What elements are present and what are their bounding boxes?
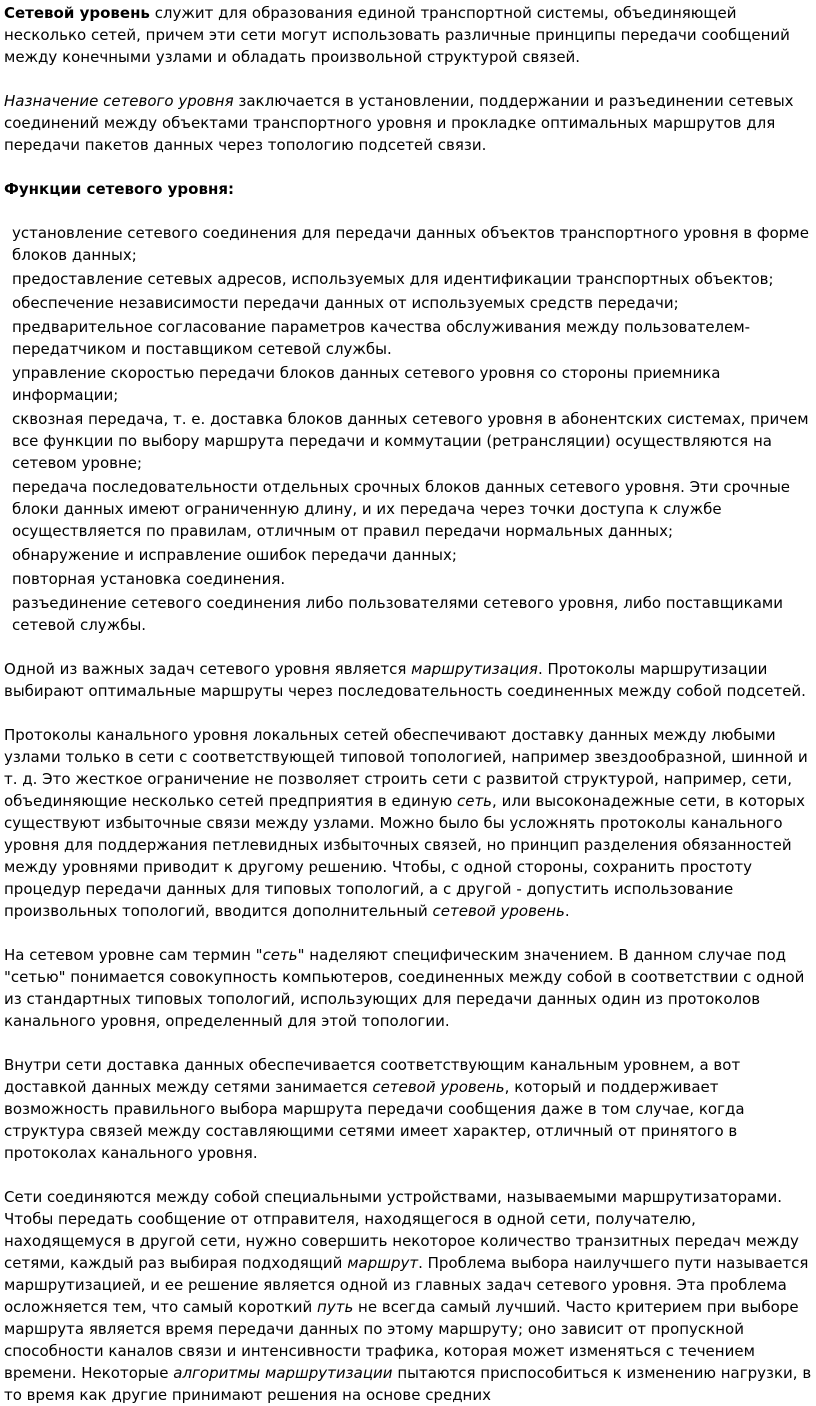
list-item: обеспечение независимости передачи данных от используемых средств передачи; [12,294,679,312]
list-item: обнаружение и исправление ошибок передачи данных; [12,546,457,564]
term-net-text-a: На сетевом уровне сам термин " [4,946,263,964]
inside-paragraph [4,1054,812,1164]
routing-term: маршрутизация [411,660,538,678]
list-item: повторная установка соединения. [12,570,286,588]
routing-text-a: Одной из важных задач сетевого уровня является [4,660,412,678]
channel-term-1: сеть [456,792,493,810]
list-item: передача последовательности отдельных срочных блоков данных сетевого уровня. Эти срочные блоки данных имеют ограниченную длину, и их передача через точки доступа к службе осуществляется по правилам, отличным от правил передачи нормальных данных; [12,478,791,540]
channel-text-b: , или высоконадежные сети, в которых существуют избыточные связи между узлами. Можно было бы усложнять протоколы канального уровня для поддержания петлевидных избыточных связей, но принцип разделения обязанностей между уровнями приводит к другому решению. Чтобы, с одной стороны, сохранить простоту процедур передачи данных для типовых топологий, а с другой - допустить использование произвольных топологий, вводится дополнительный [4,792,806,920]
purpose-term: Назначение сетевого уровня [4,92,234,110]
inside-text-b: , который и поддерживает возможность правильного выбора маршрута передачи сообщения даже в том случае, когда структура связей между составляющими сетями имеет характер, отличный от принятого в протоколах канального уровня. [4,1078,745,1162]
term-net-text-b: " наделяют специфическим значением. В данном случае под "сетью" понимается совокупность компьютеров, соединенных между собой в соответствии с одной из стандартных типовых топологий, использующих для передачи данных один из протоколов канального уровня, определенный для этой топологии. [4,946,805,1030]
list-item: разъединение сетевого соединения либо пользователями сетевого уровня, либо поставщиками сетевой службы. [12,594,783,634]
routers-term-2: путь [317,1298,354,1316]
channel-text-a: Протоколы канального уровня локальных сетей обеспечивают доставку данных между любыми узлами только в сети с соответствующей типовой топологией, например звездообразной, шинной и т. д. Это жесткое ограничение не позволяет строить сети с развитой структурой, например, сети, объединяющие несколько сетей предприятия в единую [4,726,808,810]
functions-list [4,222,812,636]
routers-text-b: . Проблема выбора наилучшего пути называется маршрутизацией, и ее решение является одной из главных задач сетевого уровня. Эта проблема осложняется тем, что самый короткий [4,1254,809,1316]
list-item: управление скоростью передачи блоков данных сетевого уровня со стороны приемника информации; [12,364,721,404]
routers-text-a: Сети соединяются между собой специальными устройствами, называемыми маршрутизаторами. Чтобы передать сообщение от отправителя, находящегося в одной сети, получателю, находящемуся в другой сети, нужно совершить некоторое количество транзитных передач между сетями, каждый раз выбирая подходящий [4,1188,799,1272]
routing-text-b: . Протоколы маршрутизации выбирают оптимальные маршруты через последовательность соединенных между собой подсетей. [4,660,806,700]
list-item: предоставление сетевых адресов, используемых для идентификации транспортных объектов; [12,270,774,288]
term-net-term: сеть [262,946,298,964]
list-item: установление сетевого соединения для передачи данных объектов транспортного уровня в форме блоков данных; [12,224,809,264]
routers-term-1: маршрут [347,1254,419,1272]
list-item: предварительное согласование параметров качества обслуживания между пользователем-передатчиком и поставщиком сетевой службы. [12,318,751,358]
routers-text-d: пытаются приспособиться к изменению нагрузки, в то время как другие принимают решения на основе средних [4,1364,812,1404]
intro-term: Сетевой уровень [4,4,150,22]
channel-paragraph [4,724,812,922]
inside-text-a: Внутри сети доставка данных обеспечивается соответствующим канальным уровнем, а вот доставкой данных между сетями занимается [4,1056,741,1096]
routers-term-3: алгоритмы маршрутизации [173,1364,393,1382]
list-item: сквозная передача, т. е. доставка блоков данных сетевого уровня в абонентских системах, причем все функции по выбору маршрута передачи и коммутации (ретрансляции) осуществляются на сетевом уровне; [12,410,809,472]
term-net-paragraph [4,944,812,1032]
inside-term: сетевой уровень [372,1078,505,1096]
routers-paragraph [4,1186,812,1406]
functions-heading: Функции сетевого уровня: [4,180,234,198]
purpose-text: заключается в установлении, поддержании и разъединении сетевых соединений между объектами транспортного уровня и прокладке оптимальных маршрутов для передачи пакетов данных через топологию подсетей связи. [4,92,794,154]
purpose-paragraph [4,90,812,156]
channel-text-c: . [564,902,570,920]
intro-paragraph [4,2,812,68]
routers-text-c: не всегда самый лучший. Часто критерием при выборе маршрута является время передачи данных по этому маршруту; оно зависит от пропускной способности каналов связи и интенсивности трафика, которая может изменяться с течением времени. Некоторые [4,1298,799,1382]
routing-paragraph [4,658,812,702]
channel-term-2: сетевой уровень [432,902,565,920]
intro-text: служит для образования единой транспортной системы, объединяющей несколько сетей, причем эти сети могут использовать различные принципы передачи сообщений между конечными узлами и обладать произвольной структурой связей. [4,4,790,66]
